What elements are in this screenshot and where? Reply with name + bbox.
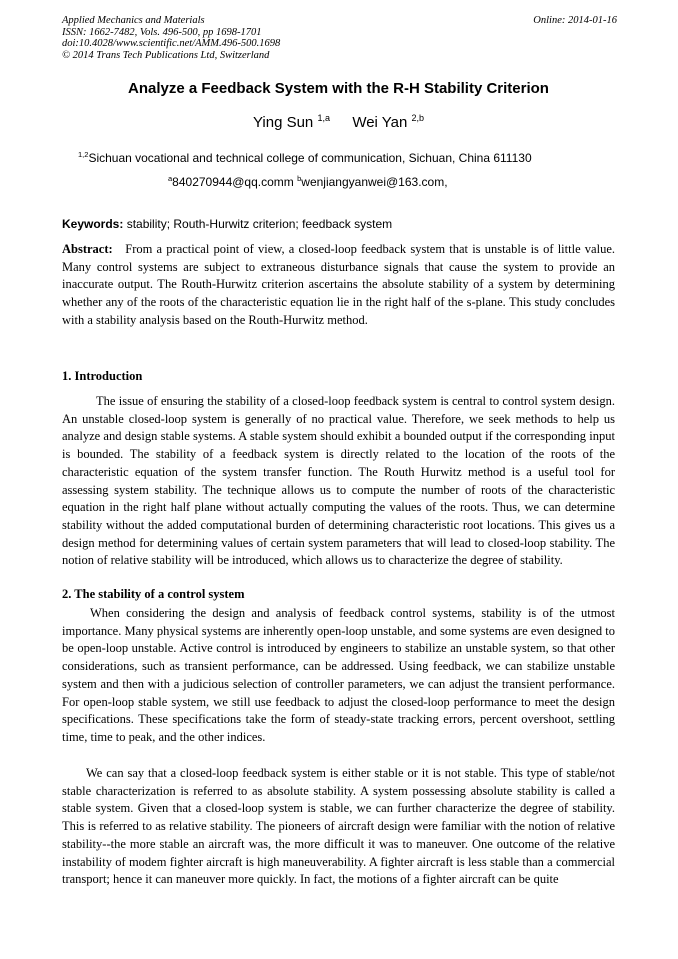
email-superscript: a (168, 174, 173, 183)
issn-line: ISSN: 1662-7482, Vols. 496-500, pp 1698-1701 (62, 26, 262, 38)
affiliation-superscript: 1,2 (78, 150, 89, 159)
section-heading: 2. The stability of a control system (62, 587, 245, 601)
journal-name: Applied Mechanics and Materials (62, 15, 205, 26)
paper-title: Analyze a Feedback System with the R-H Stability Criterion (128, 80, 549, 97)
email-superscript: b (297, 174, 302, 183)
author-superscript: 2,b (411, 113, 425, 123)
section-heading: 1. Introduction (62, 369, 143, 383)
body-paragraph: We can say that a closed-loop feedback system is either stable or it is not stable. This type of stable/not stable characterization is referred to as absolute stability. A system possessing absolute stability is called a stable system. Given that a closed-loop system is stable, we can further characterize the degree of stability. This is referred to as relative stability. The pioneers of aircraft design were familiar with the notion of relative stability--the more stable an aircraft was, the more difficult it was to maneuver. One outcome of the relative instability of modem fighter aircraft is high maneuverability. A fighter aircraft is less stable than a commercial transport; hence it can maneuver more quickly. In fact, the motions of a fighter aircraft can be quite (62, 766, 615, 887)
abstract-text: From a practical point of view, a closed-loop feedback system that is unstable is of little value. Many control systems are subject to extraneous disturbance signals that cause the system to provide an inaccurate output. The Routh-Hurwitz criterion ascertains the absolute stability of a system by determining whether any of the roots of the characteristic equation lie in the right half of the s-plane. This study concludes with a stability analysis based on the Routh-Hurwitz method. (62, 242, 615, 327)
body-paragraph: When considering the design and analysis of feedback control systems, stability is of the utmost importance. Many physical systems are inherently open-loop unstable, and some systems are even designed to be open-loop unstable. Active control is introduced by engineers to stabilize an unstable system, so that other considerations, such as transient performance, can be addressed. Using feedback, we can stabilize unstable system and then with a judicious selection of controller parameters, we can adjust the transient performance. For open-loop stable system, we still use feedback to adjust the closed-loop performance to meet the design specifications. These specifications take the form of steady-state tracking errors, percent overshoot, settling time, time to peak, and the other indices. (62, 606, 615, 744)
abstract-label: Abstract: (62, 242, 113, 256)
email-address: 840270944@qq.comm (172, 175, 294, 189)
email-address: wenjiangyanwei@163.com, (301, 175, 448, 189)
author-name: Wei Yan (352, 114, 408, 131)
affiliation-text: Sichuan vocational and technical college of communication, Sichuan, China 611130 (88, 151, 532, 165)
online-date: Online: 2014-01-16 (533, 15, 617, 26)
doi-line: doi:10.4028/www.scientific.net/AMM.496-500.1698 (62, 38, 281, 49)
copyright-line: © 2014 Trans Tech Publications Ltd, Switzerland (62, 49, 270, 61)
body-paragraph: The issue of ensuring the stability of a closed-loop feedback system is central to control system design. An unstable closed-loop system is generally of no practical value. Therefore, we seek methods to help us analyze and design stable systems. A stable system should exhibit a bounded output if the corresponding input is bounded. The stability of a feedback system is directly related to the location of the roots of the characteristic equation of the system transfer function. The Routh Hurwitz method is a useful tool for assessing system stability. The technique allows us to compute the number of roots of the characteristic equation in the right half plane without actually computing the values of the roots. Thus, we can determine stability without the added computational burden of determining characteristic root locations. This gives us a design method for determining values of certain system parameters that will lead to closed-loop stability. The notion of relative stability will be introduced, which allows us to characterize the degree of stability. (62, 394, 615, 568)
author-superscript: 1,a (317, 113, 330, 123)
keywords-text: stability; Routh-Hurwitz criterion; feedback system (126, 217, 393, 231)
author-name: Ying Sun (252, 114, 314, 131)
keywords-label: Keywords: (62, 217, 124, 231)
